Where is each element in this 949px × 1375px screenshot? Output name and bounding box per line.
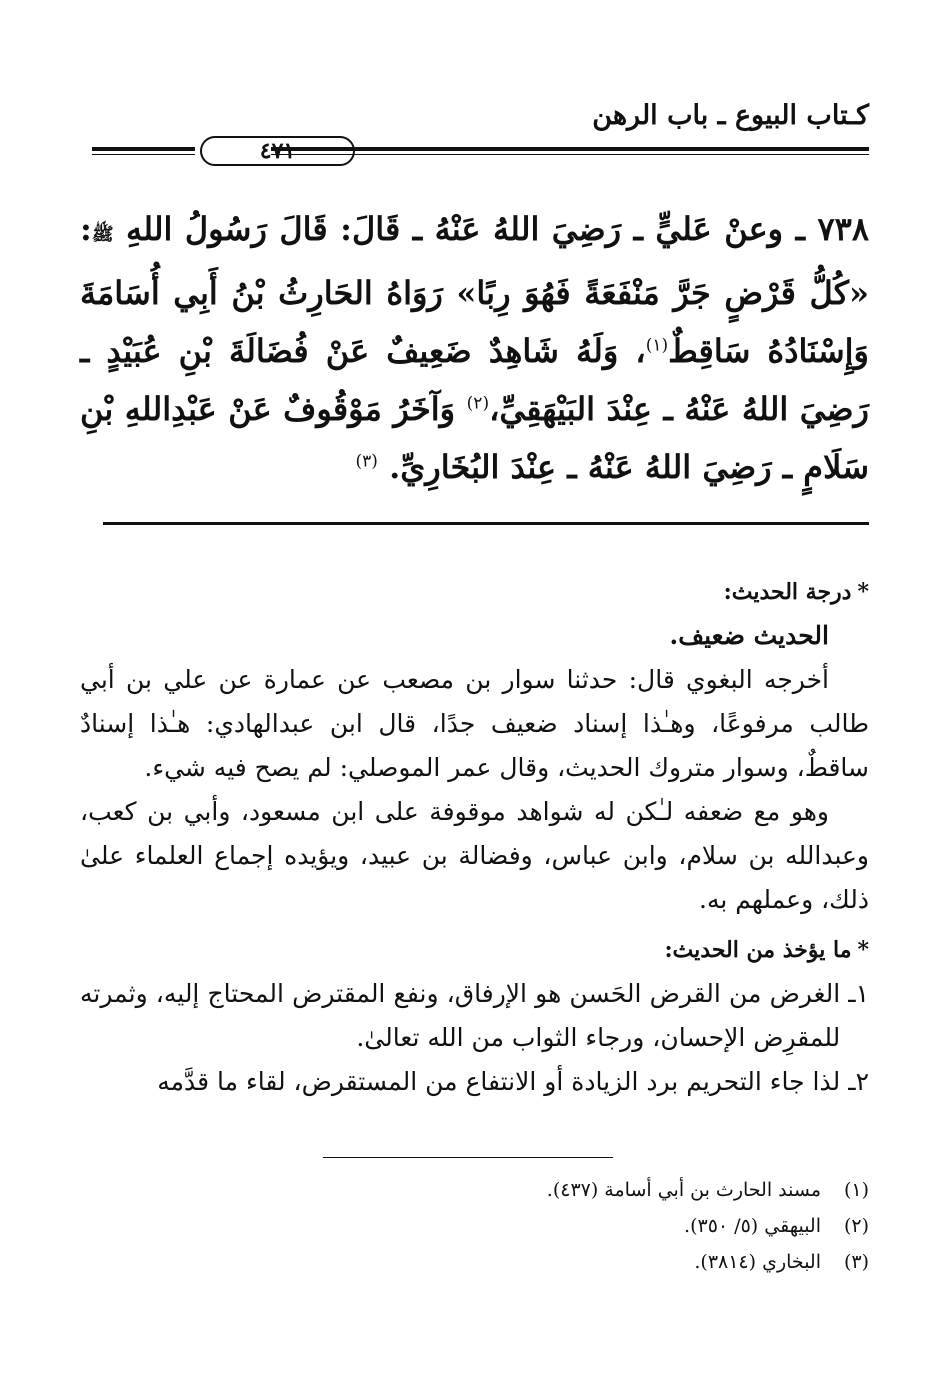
footnote-number: (٢) [843, 1215, 869, 1237]
hadith-line-2: : «كُلُّ قَرْضٍ جَرَّ مَنْفَعَةً فَهُوَ رِبًا» رَوَاهُ الحَارِثُ بْنُ أَبِي أُسَامَةَ وَإِسْنَادُهُ سَاقِطٌ [80, 210, 870, 370]
footnote-ref-1[interactable]: (١) [645, 335, 669, 356]
hadith-line-4: وَآخَرُ مَوْقُوفٌ عَنْ عَبْدِاللهِ بْنِ سَلَامٍ ـ رَضِيَ اللهُ عَنْهُ ـ عِنْدَ البُخَارِيِّ. [80, 390, 869, 486]
page-number: ٤٧١ [200, 136, 355, 166]
benefit-text: الغرض من القرض الحَسن هو الإرفاق، ونفع المقترض المحتاج إليه، وثمرته للمقرِض الإحسان، ورجاء الثواب من الله تعالىٰ. [80, 979, 841, 1052]
commentary-paragraph-1: أخرجه البغوي قال: حدثنا سوار بن مصعب عن عمارة عن علي بن أبي طالب مرفوعًا، وهـٰذا إسناد ضعيف جدًا، قال ابن عبدالهادي: هـٰذا إسنادٌ ساقطٌ، وسوار متروك الحديث، وقال عمر الموصلي: لم يصح فيه شيء. [80, 665, 869, 782]
grade-heading [80, 570, 869, 614]
footnote-number: (٣) [843, 1251, 869, 1273]
hadith-text [80, 200, 869, 496]
hadith-number: ٧٣٨ [817, 210, 870, 248]
benefit-text: لذا جاء التحريم برد الزيادة أو الانتفاع من المستقرض، لقاء ما قدَّمه [157, 1067, 841, 1096]
grade-heading-text: درجة الحديث: [723, 579, 852, 605]
benefits-heading [80, 928, 869, 972]
star-bullet: * [857, 937, 869, 963]
hadith-line-3: ، وَلَهُ شَاهِدٌ ضَعِيفٌ عَنْ فُضَالَةَ بْنِ عُبَيْدٍ ـ رَضِيَ اللهُ عَنْهُ ـ عِنْدَ البَيْهَقِيِّ، [80, 332, 870, 428]
star-bullet: * [857, 579, 869, 605]
section-divider [103, 522, 869, 525]
benefit-number: ٢ـ [848, 1067, 869, 1096]
benefits-heading-text: ما يؤخذ من الحديث: [664, 937, 852, 963]
header-rule-right [271, 147, 869, 151]
sallallahu-glyph: ﷺ [91, 224, 114, 245]
footnotes [80, 1172, 869, 1280]
footnote-number: (١) [843, 1179, 869, 1201]
commentary [80, 570, 869, 1104]
running-title: كـتاب البيوع ـ باب الرهن [592, 100, 869, 131]
grade-ruling: الحديث ضعيف. [669, 621, 829, 650]
footnote-item [80, 1172, 869, 1208]
footnote-item [80, 1244, 869, 1280]
footnote-text: البيهقي (٥/ ٣٥٠). [684, 1215, 821, 1237]
hadith-line-1: وعنْ عَليٍّ ـ رَضِيَ اللهُ عَنْهُ ـ قَالَ: قَالَ رَسُولُ اللهِ [126, 210, 784, 248]
header-rule-left [92, 147, 195, 151]
hadith-number-dash: ـ [795, 210, 805, 248]
benefit-number: ١ـ [848, 979, 869, 1008]
footnote-item [80, 1208, 869, 1244]
header-rule [92, 136, 869, 172]
benefit-item-1 [80, 972, 869, 1060]
footnote-text: مسند الحارث بن أبي أسامة (٤٣٧). [546, 1179, 821, 1201]
benefit-item-2 [80, 1060, 869, 1104]
footnote-divider [323, 1157, 613, 1158]
commentary-paragraph-2: وهو مع ضعفه لـٰكن له شواهد موقوفة على ابن مسعود، وأبي بن كعب، وعبدالله بن سلام، وابن عباس، وفضالة بن عبيد، ويؤيده إجماع العلماء علىٰ ذلك، وعملهم به. [80, 797, 869, 914]
footnote-ref-2[interactable]: (٢) [466, 393, 490, 414]
footnote-text: البخاري (٣٨١٤). [694, 1251, 821, 1273]
footnote-ref-3[interactable]: (٣) [355, 451, 378, 472]
